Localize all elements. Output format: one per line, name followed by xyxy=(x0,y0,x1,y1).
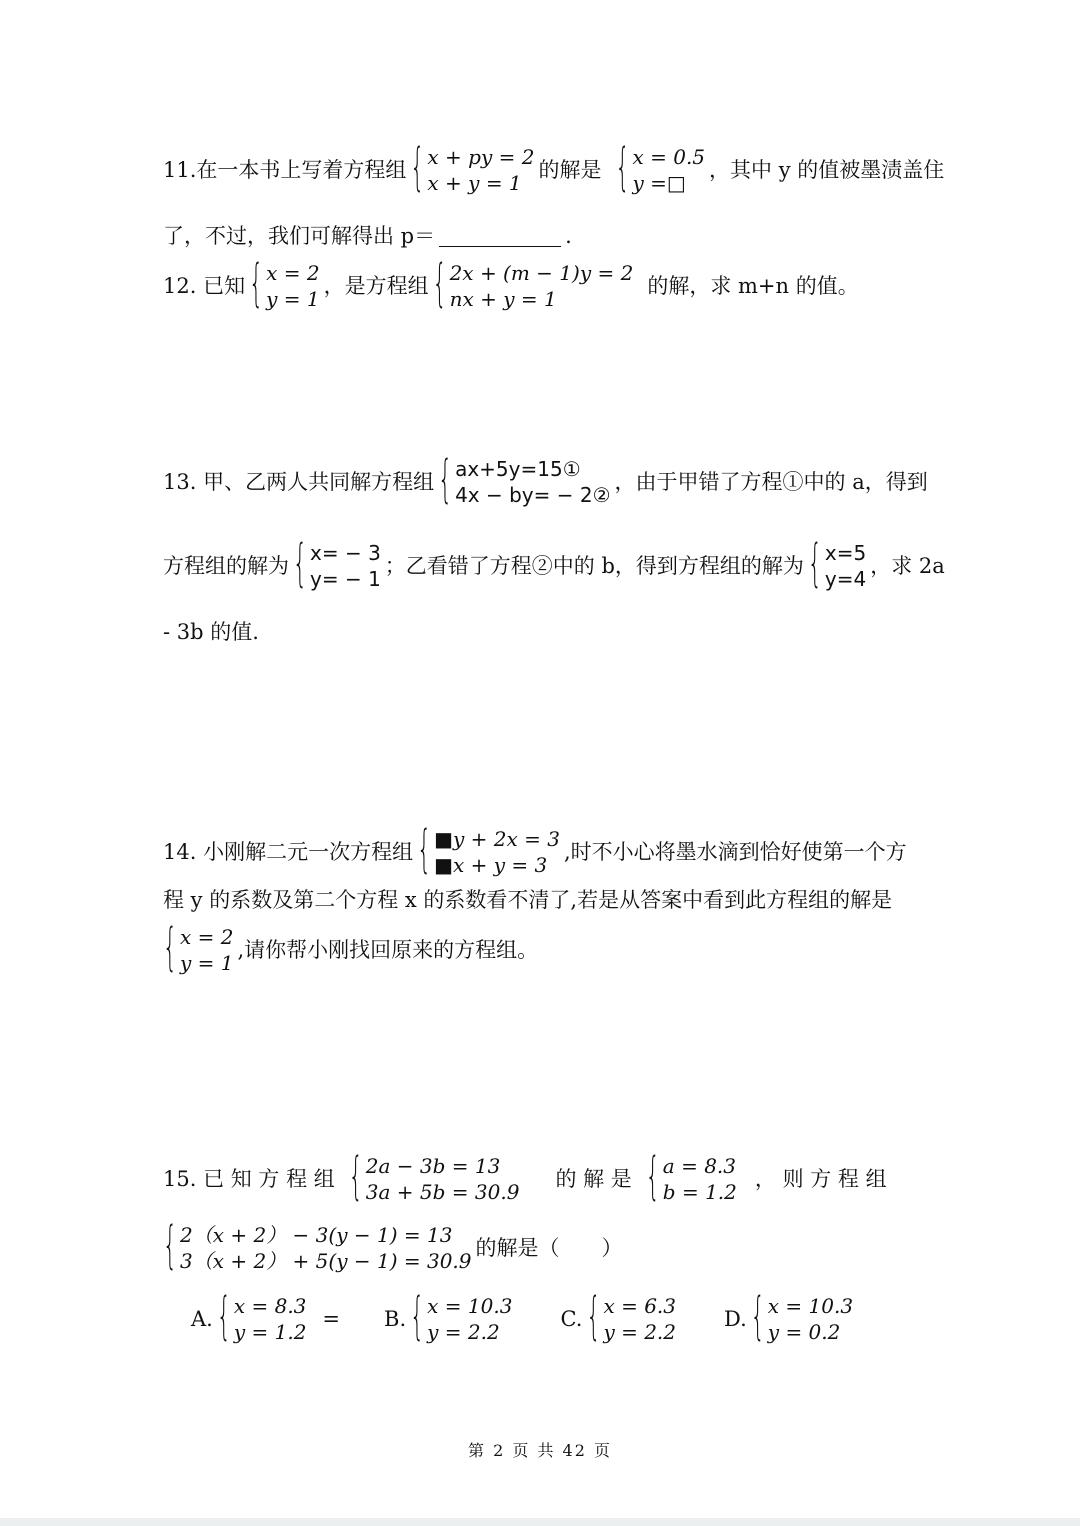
q13-eq1: ax+5y=15① xyxy=(455,457,581,481)
q13-line2-b: ；乙看错了方程②中的 b，得到方程组的解为 xyxy=(384,553,804,578)
option-x: x = 6.3 xyxy=(603,1294,676,1318)
q14-line3 xyxy=(163,920,539,978)
brace-icon: { xyxy=(249,256,264,314)
option-x: x = 10.3 xyxy=(767,1294,854,1318)
q14-line1 xyxy=(163,822,907,880)
brace-icon: { xyxy=(807,536,822,594)
q13-solution-b xyxy=(807,536,867,594)
option-label: C. xyxy=(560,1306,583,1331)
q11-prefix: 11.在一本书上写着方程组 xyxy=(163,157,407,182)
q15-eq1: 2a − 3b = 13 xyxy=(365,1154,501,1178)
q15-suffix: ， 则 方 程 组 xyxy=(754,1166,887,1191)
q13-line2 xyxy=(163,536,945,594)
q14-line2: 程 y 的系数及第二个方程 x 的系数看不清了,若是从答案中看到此方程组的解是 xyxy=(163,888,893,912)
brace-icon: { xyxy=(163,920,177,978)
q12-eq2: nx + y = 1 xyxy=(449,287,557,311)
q11-sol1: x = 0.5 xyxy=(632,145,706,169)
brace-icon: { xyxy=(645,1149,660,1207)
q15-system xyxy=(348,1149,520,1207)
q14-suffix: ,时不小心将墨水滴到恰好使第一个方 xyxy=(563,839,907,864)
q12-suffix: 的解，求 m+n 的值。 xyxy=(647,273,859,298)
option-label: A. xyxy=(191,1306,213,1331)
q15-system-2 xyxy=(163,1218,472,1276)
q13-solution-a xyxy=(293,536,381,594)
q11-eq2: x + y = 1 xyxy=(427,171,522,195)
brace-icon: { xyxy=(216,1289,231,1347)
brace-icon: { xyxy=(432,256,447,314)
q15-line2-end: 的解是（ ） xyxy=(475,1235,623,1260)
brace-icon: { xyxy=(410,1289,425,1347)
option-y: y = 1.2 xyxy=(233,1320,307,1344)
brace-icon: { xyxy=(163,1218,177,1276)
q11-sol2: y =□ xyxy=(632,171,686,195)
brace-icon: { xyxy=(348,1149,363,1207)
q13-line3 xyxy=(163,622,259,643)
option-y: y = 0.2 xyxy=(767,1320,841,1344)
q11-mid: 的解是 xyxy=(538,157,602,182)
q13-sol-a1: x= − 3 xyxy=(310,541,381,565)
option-label: B. xyxy=(384,1306,407,1331)
option-x: x = 8.3 xyxy=(233,1294,307,1318)
brace-icon: { xyxy=(586,1289,601,1347)
brace-icon: { xyxy=(438,452,453,510)
q13-suffix: ，由于甲错了方程①中的 a，得到 xyxy=(614,469,928,494)
q13-sol-b2: y=4 xyxy=(824,567,867,591)
q14-prefix: 14. 小刚解二元一次方程组 xyxy=(163,839,414,864)
q12-system xyxy=(432,256,634,314)
q13-line1 xyxy=(163,452,928,510)
answer-blank[interactable] xyxy=(439,226,561,247)
q12-eq1: 2x + (m − 1)y = 2 xyxy=(449,261,634,285)
q15-options xyxy=(191,1289,901,1347)
brace-icon: { xyxy=(750,1289,765,1347)
q11-line2-end: . xyxy=(565,224,572,248)
bottom-divider xyxy=(0,1518,1080,1526)
q14-sol2: y = 1 xyxy=(180,951,234,975)
q14-eq1: ■y + 2x = 3 xyxy=(434,827,560,851)
q13-line3: - 3b 的值. xyxy=(163,620,259,644)
q12-mid: ，是方程组 xyxy=(323,273,429,298)
q13-line2-a: 方程组的解为 xyxy=(163,553,289,578)
q15-sol1: a = 8.3 xyxy=(662,1154,736,1178)
q11-solution xyxy=(615,140,706,198)
q12-sol2: y = 1 xyxy=(266,287,320,311)
q13-line2-c: ，求 2a xyxy=(870,553,945,578)
q14-solution xyxy=(163,920,234,978)
q13-sol-a2: y= − 1 xyxy=(310,567,381,591)
brace-icon: { xyxy=(293,536,307,594)
q14-system xyxy=(417,822,560,880)
q15-mid: 的 解 是 xyxy=(555,1166,632,1191)
q14-sol1: x = 2 xyxy=(180,925,234,949)
option-extra: = xyxy=(322,1306,341,1331)
q14-eq2: ■x + y = 3 xyxy=(434,853,548,877)
option-c[interactable] xyxy=(560,1289,680,1347)
q12-prefix: 12. 已知 xyxy=(163,273,246,298)
brace-icon: { xyxy=(417,822,432,880)
q11-line2 xyxy=(163,226,572,247)
q12-line1 xyxy=(163,256,859,314)
q13-prefix: 13. 甲、乙两人共同解方程组 xyxy=(163,469,435,494)
q15-eq2: 3a + 5b = 30.9 xyxy=(365,1180,520,1204)
brace-icon: { xyxy=(615,140,630,198)
q11-line1 xyxy=(163,140,945,198)
q13-sol-b1: x=5 xyxy=(824,541,867,565)
q15-eq3: 2（x + 2） − 3(y − 1) = 13 xyxy=(180,1223,453,1247)
q14-line3: ,请你帮小刚找回原来的方程组。 xyxy=(237,937,539,962)
q15-sol2: b = 1.2 xyxy=(662,1180,737,1204)
q14-line2 xyxy=(163,890,892,911)
q15-solution xyxy=(645,1149,737,1207)
option-a[interactable] xyxy=(191,1289,341,1347)
q12-sol1: x = 2 xyxy=(266,261,320,285)
q15-line1 xyxy=(163,1149,887,1207)
option-x: x = 10.3 xyxy=(427,1294,513,1318)
page-footer: 第 2 页 共 42 页 xyxy=(468,1441,612,1460)
q15-eq4: 3（x + 2） + 5(y − 1) = 30.9 xyxy=(180,1249,472,1273)
brace-icon: { xyxy=(410,140,425,198)
option-b[interactable] xyxy=(384,1289,516,1347)
q11-suffix: ，其中 y 的值被墨渍盖住 xyxy=(709,157,945,182)
q12-solution xyxy=(249,256,320,314)
option-label: D. xyxy=(724,1306,747,1331)
q11-eq1: x + py = 2 xyxy=(427,145,535,169)
option-y: y = 2.2 xyxy=(427,1320,500,1344)
q13-eq2: 4x − by= − 2② xyxy=(455,483,611,507)
q11-line2: 了，不过，我们可解得出 p＝ xyxy=(163,224,436,248)
option-y: y = 2.2 xyxy=(603,1320,677,1344)
q11-system xyxy=(410,140,535,198)
q15-prefix: 15. 已 知 方 程 组 xyxy=(163,1166,335,1191)
q13-system xyxy=(438,452,611,510)
q15-line2 xyxy=(163,1218,623,1276)
option-d[interactable] xyxy=(724,1289,857,1347)
